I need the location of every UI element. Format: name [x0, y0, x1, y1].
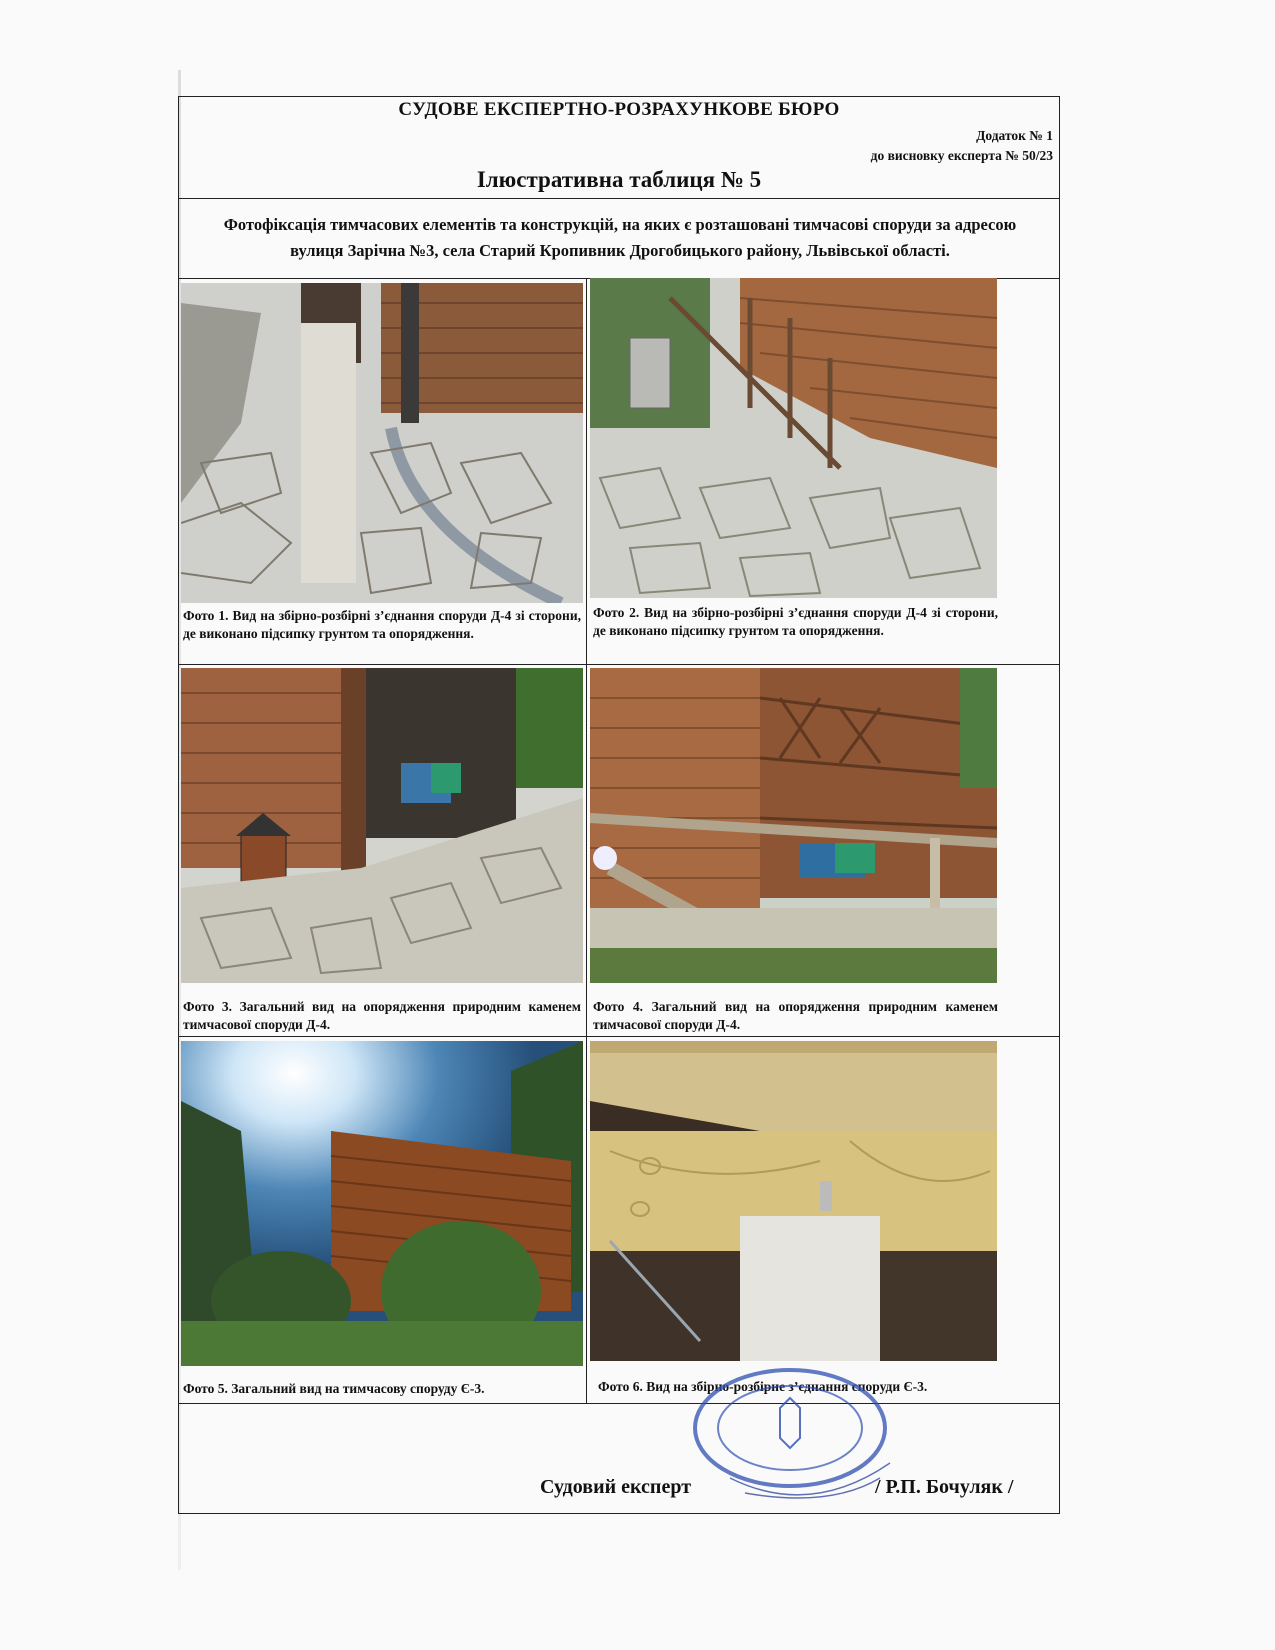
title-divider [178, 198, 1060, 199]
photo-6 [590, 1041, 997, 1361]
photo-5-caption: Фото 5. Загальний вид на тимчасову споруду Є-3. [183, 1381, 485, 1396]
row-1-divider [178, 664, 1060, 665]
photo-4 [590, 668, 997, 983]
official-seal-stamp [690, 1368, 900, 1518]
photo-2-caption: Фото 2. Вид на збірно-розбірні з’єднання споруди Д-4 зі сторони, де виконано підсипку грунтом та опорядження. [593, 605, 998, 638]
expert-name: / Р.П. Бочуляк / [875, 1476, 1014, 1498]
photo-1 [181, 283, 583, 603]
photo-3-caption: Фото 3. Загальний вид на опорядження природним каменем тимчасової споруди Д-4. [183, 999, 581, 1032]
appendix-conclusion-ref: до висновку експерта № 50/23 [870, 148, 1053, 163]
expert-role-label: Судовий експерт [540, 1476, 692, 1498]
photo-5 [181, 1041, 583, 1366]
photo-1-caption: Фото 1. Вид на збірно-розбірні з’єднання споруди Д-4 зі сторони, де виконано підсипку грунтом та опорядження. [183, 608, 581, 641]
photo-3 [181, 668, 583, 983]
row-2-divider [178, 1036, 1060, 1037]
photo-6-caption: Фото 6. Вид на збірно-розбірне з’єднання споруди Є-3. [598, 1379, 928, 1394]
appendix-number: Додаток № 1 [976, 128, 1053, 143]
row-3-divider [178, 1403, 1060, 1404]
appendix-reference [871, 126, 1053, 166]
photo-2 [590, 278, 997, 598]
photo-4-caption: Фото 4. Загальний вид на опорядження природним каменем тимчасової споруди Д-4. [593, 999, 998, 1032]
table-description: Фотофіксація тимчасових елементів та конструкцій, на яких є розташовані тимчасові споруди за адресою вулиця Зарічна №3, села Старий Кропивник Дрогобицького району, Львівської області. [223, 215, 1017, 260]
bureau-name: СУДОВЕ ЕКСПЕРТНО-РОЗРАХУНКОВЕ БЮРО [398, 99, 840, 120]
column-divider [586, 278, 587, 1403]
illustrative-table-title: Ілюстративна таблиця № 5 [476, 167, 762, 192]
